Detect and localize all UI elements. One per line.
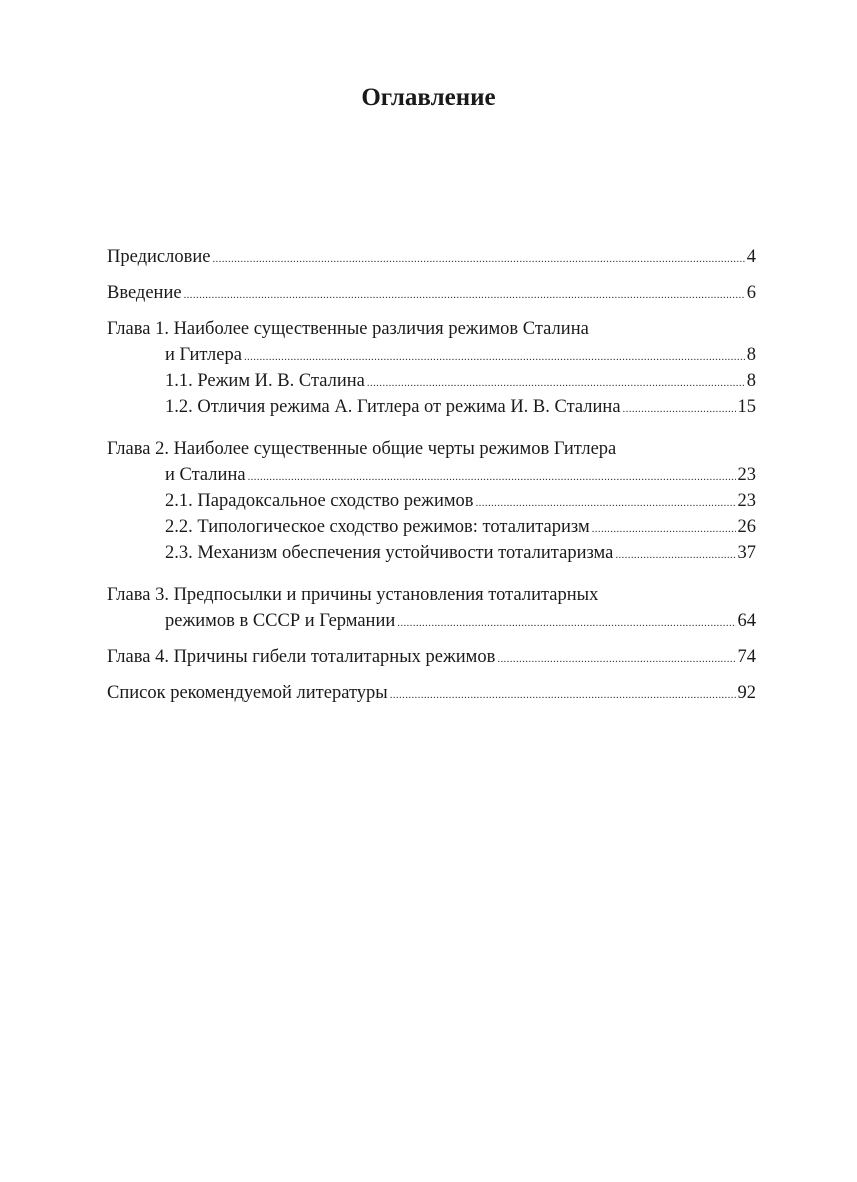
toc-entry-label: 2.3. Механизм обеспечения устойчивости тоталитаризма bbox=[165, 543, 614, 563]
toc-entry-label-continued: и Сталина bbox=[165, 465, 246, 485]
dot-leader bbox=[623, 396, 736, 422]
toc-entry-label: Список рекомендуемой литературы bbox=[107, 683, 388, 703]
toc-entry-label: Введение bbox=[107, 283, 182, 303]
dot-leader bbox=[184, 282, 745, 308]
dot-leader bbox=[367, 370, 745, 396]
toc-entry-label: Глава 4. Причины гибели тоталитарных режимов bbox=[107, 647, 496, 667]
toc-page-number: 74 bbox=[737, 647, 756, 667]
toc-entry-label: 2.1. Парадоксальное сходство режимов bbox=[165, 491, 474, 511]
toc-entry-preface[interactable] bbox=[107, 244, 756, 270]
toc-entry-introduction[interactable] bbox=[107, 280, 756, 306]
dot-leader bbox=[390, 682, 736, 708]
toc-entry-chapter-2[interactable] bbox=[107, 436, 756, 566]
toc-page-number: 37 bbox=[737, 543, 756, 563]
dot-leader bbox=[244, 344, 745, 370]
toc-entry-chapter-3[interactable] bbox=[107, 582, 756, 634]
toc-entry-label: 1.1. Режим И. В. Сталина bbox=[165, 371, 365, 391]
toc-page-number: 23 bbox=[737, 465, 756, 485]
toc-page-number: 8 bbox=[746, 345, 756, 365]
toc-page-number: 23 bbox=[737, 491, 756, 511]
dot-leader bbox=[592, 516, 736, 542]
toc-entry-label: Глава 3. Предпосылки и причины установления тоталитарных bbox=[107, 585, 599, 605]
toc-entry-label-continued: режимов в СССР и Германии bbox=[165, 611, 396, 631]
toc-page-number: 26 bbox=[737, 517, 756, 537]
dot-leader bbox=[248, 464, 736, 490]
dot-leader bbox=[397, 610, 735, 636]
table-of-contents bbox=[107, 244, 756, 716]
dot-leader bbox=[476, 490, 736, 516]
dot-leader bbox=[212, 246, 744, 272]
toc-entry-chapter-4[interactable] bbox=[107, 644, 756, 670]
toc-page-number: 15 bbox=[737, 397, 756, 417]
dot-leader bbox=[615, 542, 735, 568]
toc-entry-section-1-1[interactable] bbox=[107, 368, 756, 394]
toc-entry-section-2-2[interactable] bbox=[107, 514, 756, 540]
toc-entry-label-continued: и Гитлера bbox=[165, 345, 242, 365]
toc-entry-section-2-3[interactable] bbox=[107, 540, 756, 566]
toc-page-number: 4 bbox=[746, 247, 756, 267]
toc-entry-label: 2.2. Типологическое сходство режимов: тоталитаризм bbox=[165, 517, 590, 537]
toc-entry-label: 1.2. Отличия режима А. Гитлера от режима И. В. Сталина bbox=[165, 397, 621, 417]
toc-page-number: 6 bbox=[746, 283, 756, 303]
dot-leader bbox=[497, 646, 735, 672]
toc-entry-section-2-1[interactable] bbox=[107, 488, 756, 514]
toc-page-number: 92 bbox=[737, 683, 756, 703]
toc-page-number: 8 bbox=[746, 371, 756, 391]
toc-entry-literature[interactable] bbox=[107, 680, 756, 706]
toc-page-number: 64 bbox=[737, 611, 756, 631]
toc-entry-label: Глава 1. Наиболее существенные различия режимов Сталина bbox=[107, 319, 589, 339]
toc-entry-chapter-1[interactable] bbox=[107, 316, 756, 420]
page-title: Оглавление bbox=[361, 84, 496, 111]
toc-entry-label: Глава 2. Наиболее существенные общие черты режимов Гитлера bbox=[107, 439, 617, 459]
toc-entry-label: Предисловие bbox=[107, 247, 211, 267]
toc-entry-section-1-2[interactable] bbox=[107, 394, 756, 420]
